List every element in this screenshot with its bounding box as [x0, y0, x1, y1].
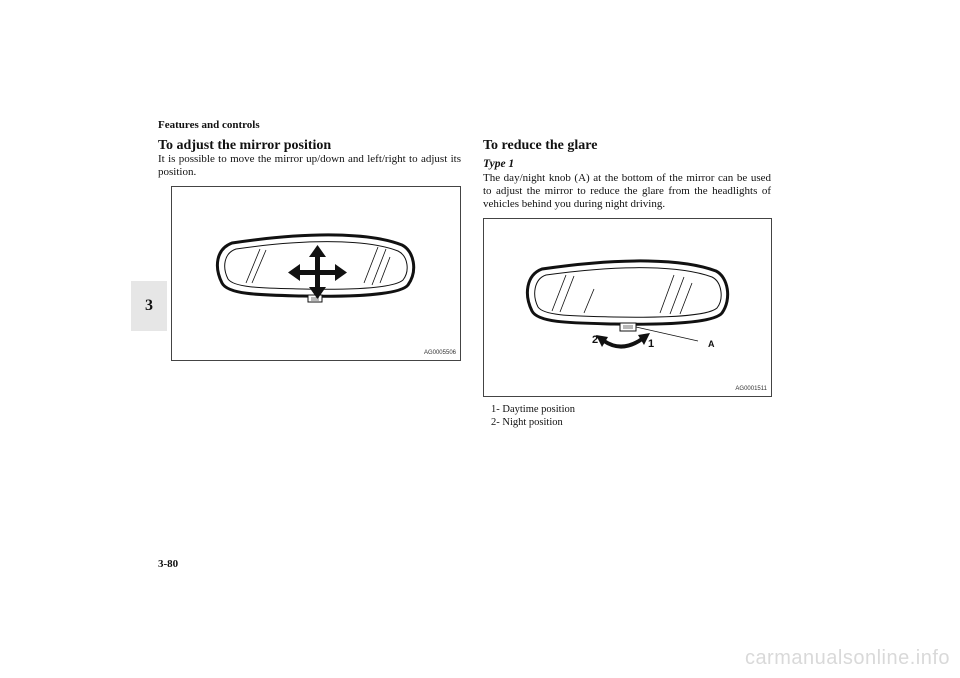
label-1: 1	[648, 338, 655, 350]
right-heading: To reduce the glare	[483, 138, 598, 153]
left-heading: To adjust the mirror position	[158, 138, 332, 153]
mirror-adjust-illustration	[172, 187, 460, 360]
left-body: It is possible to move the mirror up/down and left/right to adjust its position.	[158, 153, 461, 178]
type-subheading: Type 1	[483, 158, 515, 170]
page-number: 3-80	[158, 558, 179, 570]
legend-list	[491, 403, 575, 429]
mirror-position-figure	[171, 186, 461, 361]
glare-knob-figure	[483, 218, 772, 397]
label-2: 2	[592, 334, 599, 346]
chapter-tab: 3	[131, 281, 167, 331]
figure-code: AG0001511	[735, 386, 767, 392]
legend-item: 2- Night position	[491, 417, 563, 428]
legend-item: 1- Daytime position	[491, 404, 575, 415]
figure-code: AG0005506	[423, 350, 456, 356]
glare-knob-illustration	[484, 219, 771, 396]
section-header: Features and controls	[158, 119, 260, 131]
rotate-arrow-icon	[604, 339, 642, 347]
label-a: A	[708, 339, 715, 349]
watermark: carmanualsonline.info	[744, 647, 950, 669]
right-body: The day/night knob (A) at the bottom of the mirror can be used to adjust the mirror to reduce the glare from the headlights of vehicles behind you during night driving.	[483, 172, 771, 210]
